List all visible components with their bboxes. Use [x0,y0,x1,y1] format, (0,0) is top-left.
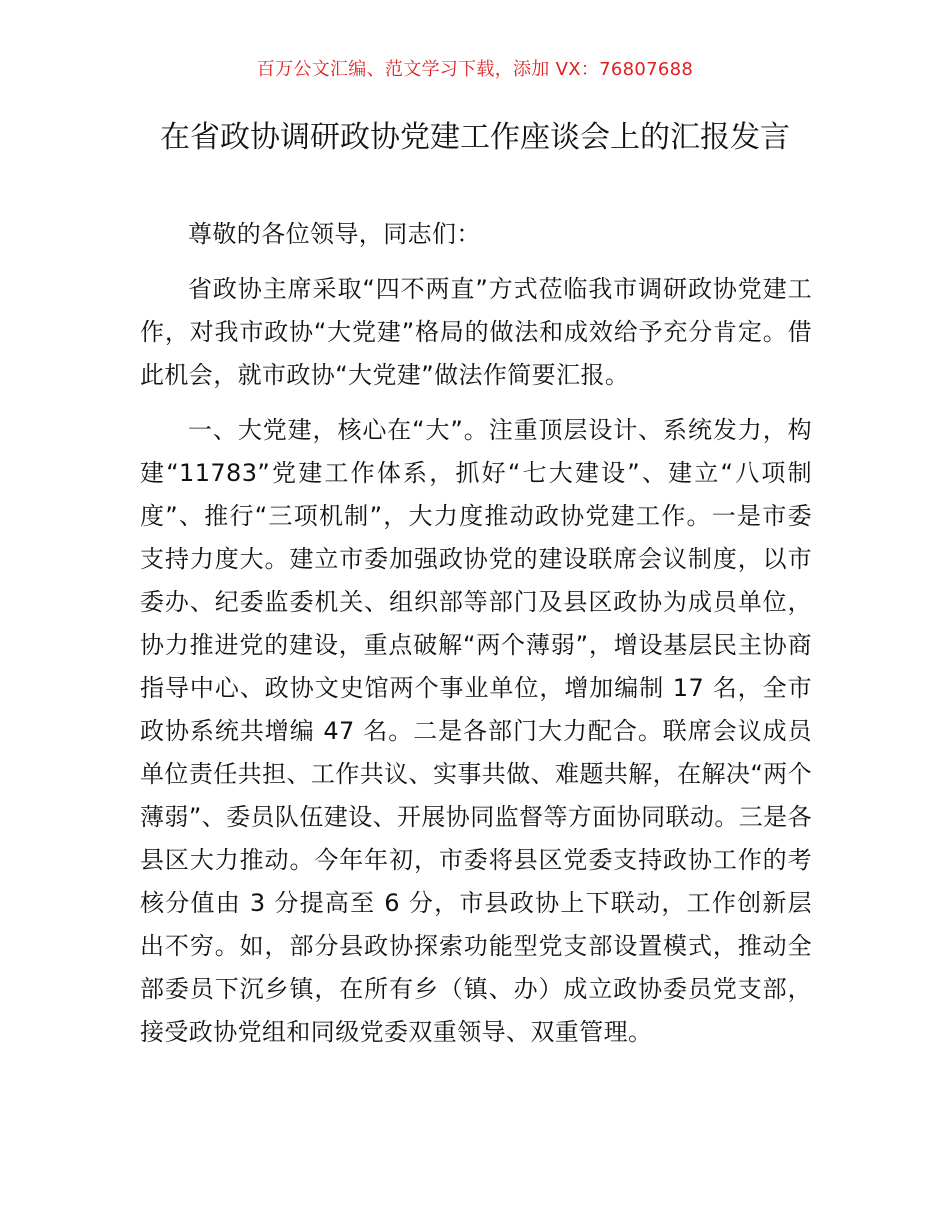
paragraph-section-one: 一、大党建，核心在“大”。注重顶层设计、系统发力，构建“11783”党建工作体系，抓好“七大建设”、建立“八项制度”、推行“三项机制”，大力度推动政协党建工作。一是市委支持力度大。建立市委加强政协党的建设联席会议制度，以市委办、纪委监委机关、组织部等部门及县区政协为成员单位，协力推进党的建设，重点破解“两个薄弱”，增设基层民主协商指导中心、政协文史馆两个事业单位，增加编制 17 名，全市政协系统共增编 47 名。二是各部门大力配合。联席会议成员单位责任共担、工作共议、实事共做、难题共解，在解决“两个薄弱”、委员队伍建设、开展协同监督等方面协同联动。三是各县区大力推动。今年年初，市委将县区党委支持政协工作的考核分值由 3 分提高至 6 分，市县政协上下联动，工作创新层出不穷。如，部分县政协探索功能型党支部设置模式，推动全部委员下沉乡镇，在所有乡（镇、办）成立政协委员党支部，接受政协党组和同级党委双重领导、双重管理。 [140,416,812,1046]
page-title: 在省政协调研政协党建工作座谈会上的汇报发言 [160,120,790,155]
paragraph-intro: 省政协主席采取“四不两直”方式莅临我市调研政协党建工作，对我市政协“大党建”格局的做法和成效给予充分肯定。借此机会，就市政协“大党建”做法作简要汇报。 [140,275,812,389]
document-body [140,213,812,1054]
watermark-header: 百万公文汇编、范文学习下载，添加 VX：76807688 [256,59,694,80]
greeting: 尊敬的各位领导，同志们： [188,220,481,248]
